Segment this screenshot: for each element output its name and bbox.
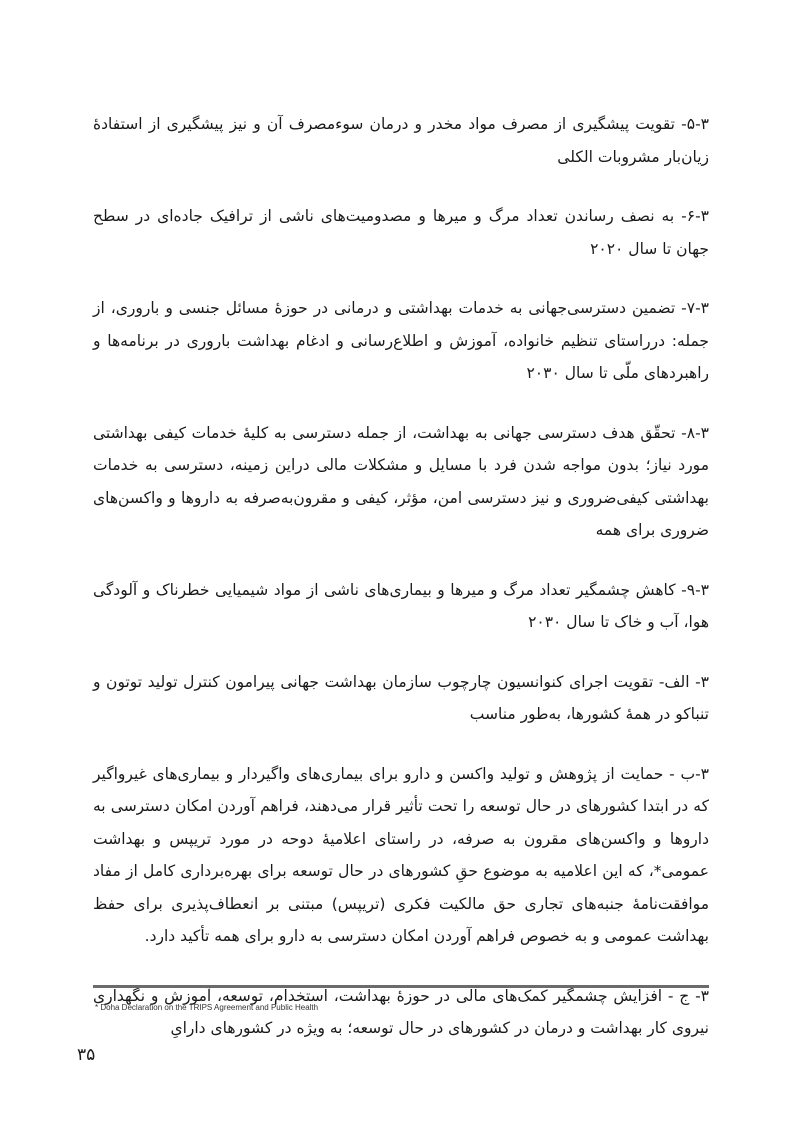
footnote: * Doha Declaration on the TRIPS Agreement and Public Health xyxy=(95,1003,319,1012)
paragraph-3-9: ۹-۳- کاهش چشمگیر تعداد مرگ و میرها و بیماری‌های ناشی از مواد شیمیایی خطرناک و آلودگی هوا، آب و خاک تا سال ۲۰۳۰ xyxy=(93,580,709,631)
paragraph-3-c: ۳- ج - افزایش چشمگیر کمک‌های مالی در حوزهٔ بهداشت، استخدام، توسعه، آموزش و نگهداری نیروی کار بهداشت و درمان در کشورهای در حال توسعه؛ به ویژه در کشورهای دارایِ xyxy=(93,986,709,1037)
paragraph-3-b: ۳-ب - حمایت از پژوهش و تولید واکسن و دارو برای بیماری‌های واگیردار و بیماری‌های غیرواگیر که در ابتدا کشورهای در حال توسعه را تحت تأثیر قرار می‌دهند، فراهم آوردن امکان دسترسی به داروها و واکسن‌های مقرون به صرفه، در راستای اعلامیهٔ دوحه در مورد تریپس و بهداشت عمومی*، که این اعلامیه به موضوع حقِ کشورهای در حال توسعه برای بهره‌برداری کامل از مفاد موافقت‌نامهٔ جنبه‌های تجاری حق مالکیت فکری (تریپس) مبتنی بر انعطاف‌پذیری برای حفظ بهداشت عمومی و به خصوص فراهم آوردن امکان دسترسی به دارو برای همه تأکید دارد. xyxy=(93,764,709,945)
paragraph-3-7: ۷-۳- تضمین دسترسی‌جهانی به خدمات بهداشتی و درمانی در حوزهٔ مسائل جنسی و باروری، از جمله: درراستای تنظیم خانواده، آموزش و اطلاع‌رسانی و ادغام بهداشت باروری در برنامه‌ها و راهبردهای ملّی تا سال ۲۰۳۰ xyxy=(93,299,709,382)
page-number: ۳۵ xyxy=(77,1045,96,1065)
main-text-block xyxy=(93,108,709,1072)
paragraph-3-a: ۳- الف- تقویت اجرای کنوانسیون چارچوب سازمان بهداشت جهانی پیرامون کنترل تولید توتون و تنباکو در همهٔ کشورها، به‌طور مناسب xyxy=(93,672,709,723)
paragraph-3-5: ۵-۳- تقویت پیشگیری از مصرف مواد مخدر و درمان سوءمصرف آن و نیز پیشگیری از استفادهٔ زیان‌بار مشروبات الکلی xyxy=(93,115,709,166)
paragraph-3-6: ۶-۳- به نصف رساندن تعداد مرگ و میرها و مصدومیت‌های ناشی از ترافیک جاده‌ای در سطح جهان تا سال ۲۰۲۰ xyxy=(93,207,709,258)
paragraph-3-8: ۸-۳- تحقّق هدف دسترسی جهانی به بهداشت، از جمله دسترسی به کلیهٔ خدمات کیفی بهداشتی مورد نیاز؛ بدون مواجه شدن فرد با مسایل و مشکلات مالی دراین زمینه، دسترسی به خدمات بهداشتی کیفی‌ضروری و نیز دسترسی امن، مؤثر، کیفی و مقرون‌به‌صرفه به داروها و واکسن‌های ضروری برای همه xyxy=(93,423,709,539)
footnote-divider xyxy=(93,985,709,988)
